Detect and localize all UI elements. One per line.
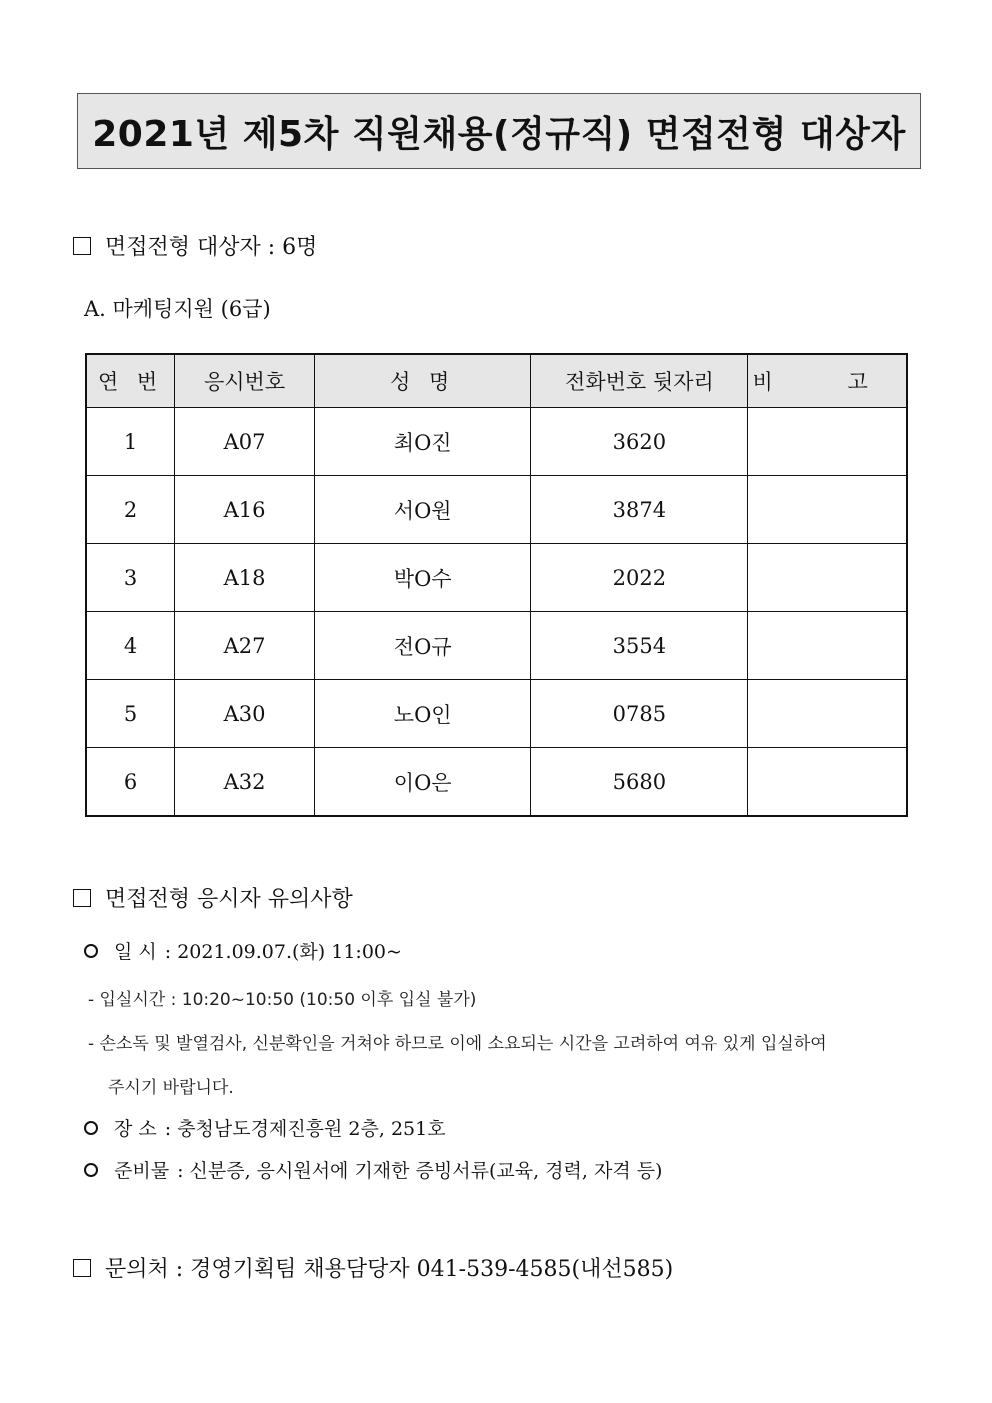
contact-text: 문의처 : 경영기획팀 채용담당자 041-539-4585(내선585) [105,1257,674,1282]
section-interview-candidates [73,230,317,261]
prep-value: : 신분증, 응시원서에 기재한 증빙서류(교육, 경력, 자격 등) [177,1160,663,1182]
cell-remarks [748,408,907,476]
cell-name: 이O은 [314,748,531,817]
note-health-check-cont: 주시기 바랍니다. [108,1078,234,1098]
cell-phone: 3554 [531,612,748,680]
cell-remarks [748,680,907,748]
header-name: 성 명 [314,354,531,408]
cell-no: 2 [86,476,175,544]
checkbox-square-icon [73,1259,91,1277]
checkbox-square-icon [73,237,91,255]
cell-name: 서O원 [314,476,531,544]
table-row [86,612,907,680]
section-heading: 면접전형 응시자 유의사항 [105,887,353,912]
date-label: 일 시 [114,941,157,963]
bullet-preparation [84,1156,662,1183]
circle-bullet-icon [84,1121,98,1135]
cell-phone: 3874 [531,476,748,544]
cell-phone: 0785 [531,680,748,748]
cell-name: 노O인 [314,680,531,748]
cell-remarks [748,748,907,817]
prep-label: 준비물 [114,1160,170,1182]
place-label: 장 소 [114,1118,157,1140]
position-subheading: A. 마케팅지원 (6급) [84,297,271,321]
cell-applicant-id: A27 [175,612,315,680]
bullet-date [84,937,402,964]
table-row [86,544,907,612]
table-row [86,680,907,748]
note-health-check: - 손소독 및 발열검사, 신분확인을 거쳐야 하므로 이에 소요되는 시간을 고려하여 여유 있게 입실하여 [88,1034,827,1054]
cell-applicant-id: A16 [175,476,315,544]
header-applicant-id: 응시번호 [175,354,315,408]
place-value: : 충청남도경제진흥원 2층, 251호 [164,1118,446,1140]
cell-name: 전O규 [314,612,531,680]
table-row [86,408,907,476]
cell-applicant-id: A30 [175,680,315,748]
header-remarks: 비 고 [748,354,907,408]
title-box [77,93,921,169]
cell-phone: 2022 [531,544,748,612]
section-contact [73,1252,673,1283]
cell-no: 3 [86,544,175,612]
cell-applicant-id: A32 [175,748,315,817]
table-row [86,748,907,817]
cell-name: 최O진 [314,408,531,476]
cell-remarks [748,476,907,544]
circle-bullet-icon [84,944,98,958]
cell-no: 4 [86,612,175,680]
document-title: 2021년 제5차 직원채용(정규직) 면접전형 대상자 [92,113,906,155]
table-header-row [86,354,907,408]
cell-phone: 3620 [531,408,748,476]
cell-no: 6 [86,748,175,817]
cell-no: 1 [86,408,175,476]
candidates-table [85,353,908,817]
section-notices [73,882,353,913]
cell-remarks [748,612,907,680]
cell-phone: 5680 [531,748,748,817]
bullet-place [84,1114,446,1141]
checkbox-square-icon [73,889,91,907]
table-row [86,476,907,544]
cell-name: 박O수 [314,544,531,612]
date-value: : 2021.09.07.(화) 11:00~ [164,941,402,963]
circle-bullet-icon [84,1163,98,1177]
note-checkin-time: - 입실시간 : 10:20~10:50 (10:50 이후 입실 불가) [88,990,477,1010]
header-no: 연 번 [86,354,175,408]
cell-no: 5 [86,680,175,748]
section-heading: 면접전형 대상자 : 6명 [105,235,318,260]
header-phone: 전화번호 뒷자리 [531,354,748,408]
cell-applicant-id: A07 [175,408,315,476]
cell-remarks [748,544,907,612]
cell-applicant-id: A18 [175,544,315,612]
